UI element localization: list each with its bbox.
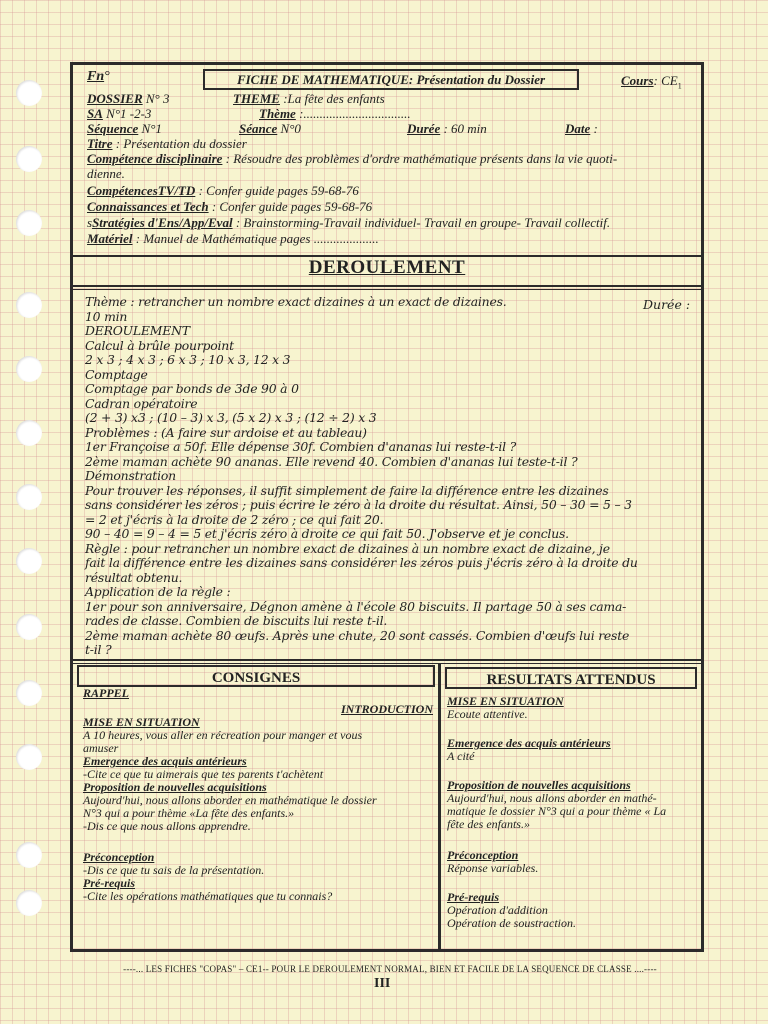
- mise-heading: MISE EN SITUATION: [447, 694, 564, 708]
- emergence-heading: Emergence des acquis antérieurs: [83, 754, 247, 768]
- emergence-text: A cité: [447, 749, 475, 763]
- prerequis-heading: Pré-requis: [447, 890, 499, 904]
- preconception-heading: Préconception: [447, 848, 519, 862]
- binder-hole: [16, 890, 42, 916]
- mise-heading: MISE EN SITUATION: [83, 715, 200, 729]
- binder-hole: [16, 680, 42, 706]
- binder-hole: [16, 146, 42, 172]
- deroulement-line: Comptage: [85, 366, 148, 382]
- binder-hole: [16, 614, 42, 640]
- binder-hole: [16, 744, 42, 770]
- materiel-field: Matériel : Manuel de Mathématique pages ....................: [87, 231, 379, 246]
- prerequis-text: -Cite les opérations mathématiques que tu connais?: [83, 889, 333, 903]
- consignes-title: CONSIGNES: [77, 665, 435, 687]
- proposition-text: Aujourd'hui, nous allons aborder en mathématique le dossier: [83, 793, 377, 807]
- strategies-field: sStratégies d'Ens/App/Eval : Brainstorming-Travail individuel- Travail en groupe- Travail collectif.: [87, 215, 611, 230]
- preconception-text: Réponse variables.: [447, 861, 539, 875]
- deroulement-line: = 2 et j'écris à la droite de 2 zéro ; ce qui fait 20.: [85, 511, 384, 527]
- consignes-column: [83, 687, 433, 903]
- binder-hole: [16, 356, 42, 382]
- divider: [73, 663, 701, 664]
- introduction-heading: INTRODUCTION: [340, 702, 433, 716]
- divider: [73, 285, 701, 287]
- titre-field: Titre : Présentation du dossier: [87, 136, 247, 151]
- deroulement-line: 10 min: [85, 308, 128, 324]
- duree-field: Durée : 60 min: [407, 121, 487, 136]
- deroulement-line: 90 – 40 = 9 – 4 = 5 et j'écris zéro à droite ce qui fait 50. J'observe et je conclus.: [85, 526, 569, 541]
- resultats-title: RESULTATS ATTENDUS: [445, 667, 697, 689]
- binder-hole: [16, 548, 42, 574]
- dossier-field: DOSSIER N° 3: [87, 91, 170, 106]
- deroulement-line: 2ème maman achète 80 œufs. Après une chute, 20 sont cassés. Combien d'œufs lui reste: [85, 627, 630, 643]
- deroulement-line: 2 x 3 ; 4 x 3 ; 6 x 3 ; 10 x 3, 12 x 3: [85, 352, 291, 367]
- fn-label: Fn°: [87, 69, 110, 84]
- footer-text: ----... LES FICHES "COPAS" – CE1-- POUR LE DEROULEMENT NORMAL, BIEN ET FACILE DE LA SEQUENCE DE CLASSE ....----: [123, 964, 657, 974]
- deroulement-line: sans considérer les zéros ; puis écrire le zéro à la droite du résultat. Ainsi, 50 – 30 = 5 – 3: [85, 497, 632, 512]
- emergence-text: -Citе ce que tu aimerais que tes parents t'achètent: [83, 767, 324, 781]
- deroulement-line: Problèmes : (A faire sur ardoise et au tableau): [85, 424, 367, 440]
- rappel-heading: RAPPEL: [83, 686, 130, 700]
- proposition-text: fête des enfants.»: [447, 817, 530, 831]
- competence-field: Compétence disciplinaire : Résoudre des problèmes d'ordre mathématique présents dans la vie quoti- dienne.: [87, 151, 618, 181]
- deroulement-line: Application de la règle :: [85, 584, 231, 599]
- deroulement-title: DEROULEMENT: [308, 257, 466, 278]
- proposition-text: N°3 qui a pour thème «La fête des enfants.»: [83, 806, 295, 820]
- binder-hole: [16, 842, 42, 868]
- sequence-field: Séquence N°1: [87, 121, 162, 136]
- mise-text: amuser: [83, 741, 119, 755]
- deroulement-line: 2ème maman achète 90 ananas. Elle revend 40. Combien d'ananas lui teste-t-il ?: [85, 453, 578, 469]
- preconception-text: -Dis ce que tu sais de la présentation.: [83, 863, 265, 877]
- sa-field: SA N°1 -2-3: [87, 106, 152, 121]
- date-field: Date :: [565, 121, 598, 136]
- binder-hole: [16, 292, 42, 318]
- proposition-heading: Proposition de nouvelles acquisitions: [447, 778, 631, 792]
- theme2-field: Thème :.................................: [259, 106, 411, 121]
- competencestv-field: CompétencesTV/TD : Confer guide pages 59-68-76: [87, 183, 359, 198]
- preconception-heading: Préconception: [83, 850, 155, 864]
- column-divider: [438, 663, 441, 949]
- proposition-text: -Dis ce que nous allons apprendre.: [83, 819, 251, 833]
- proposition-text: matique le dossier N°3 qui a pour thème « La: [447, 804, 667, 818]
- prerequis-text: Opération d'addition: [447, 903, 548, 917]
- deroulement-line: Règle : pour retrancher un nombre exact de dizaines à un nombre exact de dizaine, je: [85, 540, 610, 556]
- prerequis-heading: Pré-requis: [83, 876, 135, 890]
- deroulement-line: Comptage par bonds de 3de 90 à 0: [85, 381, 299, 396]
- mise-text: Ecoute attentive.: [447, 707, 528, 721]
- deroulement-line: Démonstration: [85, 468, 176, 483]
- worksheet-frame: [70, 62, 704, 952]
- divider: [73, 659, 701, 661]
- deroulement-line: 1er pour son anniversaire, Dégnon amène à l'école 80 biscuits. Il partage 50 à ses cama-: [85, 598, 627, 614]
- prerequis-text: Opération de soustraction.: [447, 916, 576, 930]
- proposition-heading: Proposition de nouvelles acquisitions: [83, 780, 267, 794]
- binder-hole: [16, 420, 42, 446]
- deroulement-line: Pour trouver les réponses, il suffit simplement de faire la différence entre les dizaines: [85, 482, 609, 498]
- binder-hole: [16, 484, 42, 510]
- deroulement-body: [85, 295, 695, 658]
- resultats-column: [447, 695, 697, 930]
- mise-text: A 10 heures, vous aller en récreation pour manger et vous: [83, 728, 363, 742]
- connaissances-field: Connaissances et Tech : Confer guide pages 59-68-76: [87, 199, 373, 214]
- deroulement-line: Thème : retrancher un nombre exact dizaines à un exact de dizaines.: [85, 294, 507, 309]
- deroulement-line: t-il ?: [85, 642, 112, 657]
- emergence-heading: Emergence des acquis antérieurs: [447, 736, 611, 750]
- deroulement-line: fait la différence entre les dizaines sans considérer les zéros puis j'écris zéro à la droite du: [85, 555, 638, 570]
- duree-right: Durée :: [643, 297, 691, 312]
- seance-field: Séance N°0: [239, 121, 301, 136]
- theme-field: THEME :La fête des enfants: [233, 91, 385, 106]
- deroulement-line: rades de classe. Combien de biscuits lui reste t-il.: [85, 613, 388, 628]
- binder-hole: [16, 210, 42, 236]
- binder-hole: [16, 80, 42, 106]
- deroulement-line: Cadran opératoire: [85, 395, 198, 411]
- proposition-text: Aujourd'hui, nous allons aborder en mathé-: [447, 791, 657, 805]
- deroulement-line: Calcul à brûle pourpoint: [85, 337, 234, 353]
- fiche-title: FICHE DE MATHEMATIQUE: Présentation du Dossier: [203, 69, 579, 90]
- deroulement-line: DEROULEMENT: [85, 323, 190, 338]
- deroulement-line: 1er Françoise a 50f. Elle dépense 30f. Combien d'ananas lui reste-t-il ?: [85, 439, 517, 454]
- page-number: III: [374, 976, 391, 991]
- cours-field: Cours: $CE_1$: [621, 73, 682, 91]
- deroulement-line: résultat obtenu.: [85, 569, 183, 585]
- deroulement-line: (2 + 3) x3 ; (10 – 3) x 3, (5 x 2) x 3 ; (12 ÷ 2) x 3: [85, 410, 377, 425]
- divider: [73, 289, 701, 290]
